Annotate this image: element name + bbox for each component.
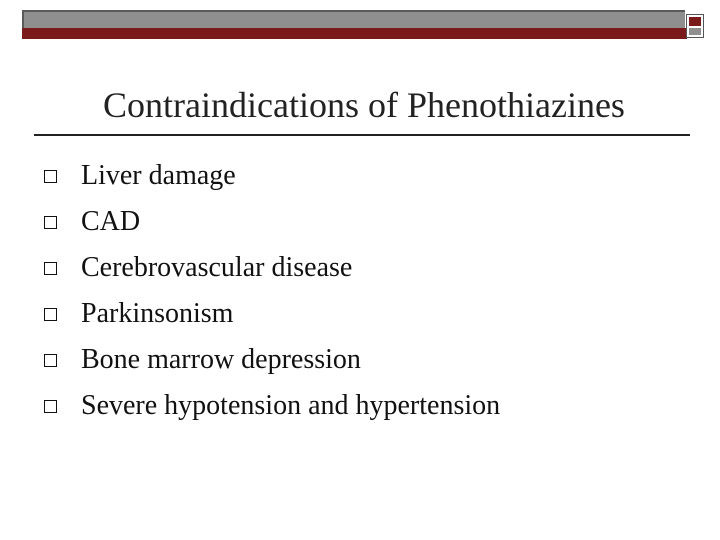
corner-decoration-bottom: [689, 28, 701, 35]
hollow-square-bullet-icon: [44, 400, 57, 413]
bullet-text: CAD: [81, 206, 141, 237]
hollow-square-bullet-icon: [44, 216, 57, 229]
bullet-text: Cerebrovascular disease: [81, 252, 353, 283]
corner-decoration: [686, 14, 704, 38]
list-item: [44, 291, 500, 337]
hollow-square-bullet-icon: [44, 354, 57, 367]
title-divider: [34, 134, 690, 136]
bullet-text: Parkinsonism: [81, 298, 234, 329]
top-decorative-bar: [22, 10, 685, 30]
hollow-square-bullet-icon: [44, 308, 57, 321]
hollow-square-bullet-icon: [44, 262, 57, 275]
bullet-text: Severe hypotension and hypertension: [81, 390, 501, 421]
slide-title: Contraindications of Phenothiazines: [103, 85, 625, 125]
list-item: [44, 153, 500, 199]
bullet-text: Liver damage: [81, 160, 236, 191]
list-item: [44, 337, 500, 383]
bullet-text: Bone marrow depression: [81, 344, 361, 375]
list-item: [44, 199, 500, 245]
list-item: [44, 383, 500, 429]
list-item: [44, 245, 500, 291]
corner-decoration-top: [689, 17, 701, 26]
hollow-square-bullet-icon: [44, 170, 57, 183]
top-accent-stripe: [22, 28, 687, 39]
bullet-list: [44, 153, 500, 429]
